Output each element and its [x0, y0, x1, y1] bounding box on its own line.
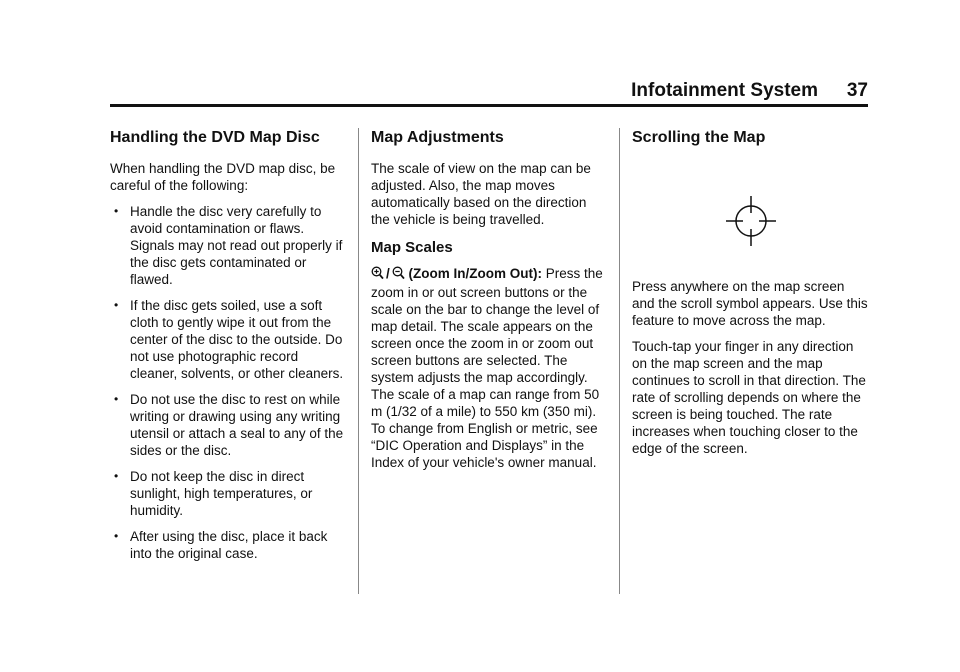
- zoom-description: Press the zoom in or out screen buttons or the scale on the bar to change the level of map detail. The scale appears on the screen once the zoom in or zoom out screen buttons are selected. The system adjusts the map accordingly. The scale of a map can range from 50 m (1/32 of a mile) to 550 km (350 mi). To change from English or metric, see “DIC Operation and Displays” in the Index of your vehicle's owner manual.: [371, 266, 603, 470]
- bullet-icon: •: [114, 298, 119, 312]
- list-item: • If the disc gets soiled, use a soft cloth to gently wipe it out from the center of the disc to the outside. Do not use photographic record cleaner, solvents, or other cleaners.: [114, 298, 344, 381]
- zoom-separator: /: [386, 266, 390, 281]
- bullet-icon: •: [114, 469, 119, 483]
- bullet-icon: •: [114, 204, 119, 218]
- section-title: Infotainment System: [631, 80, 818, 101]
- page-number: 37: [846, 80, 868, 101]
- heading-map-adjustments: Map Adjustments: [371, 129, 504, 146]
- bullet-icon: •: [114, 392, 119, 406]
- list-item: • Do not use the disc to rest on while writing or drawing using any writing utensil or attach a seal to any of the sides or the disc.: [114, 392, 344, 458]
- page-header: [110, 80, 868, 107]
- scroll-paragraph: Press anywhere on the map screen and the scroll symbol appears. Use this feature to move across the map.: [632, 279, 868, 328]
- intro-paragraph: The scale of view on the map can be adjusted. Also, the map moves automatically based on the direction the vehicle is being travelled.: [371, 161, 591, 227]
- intro-paragraph: When handling the DVD map disc, be careful of the following:: [110, 161, 336, 193]
- bullet-icon: •: [114, 529, 119, 543]
- zoom-paragraph: [371, 265, 607, 471]
- zoom-in-icon: [371, 266, 384, 284]
- subheading-map-scales: Map Scales: [371, 239, 453, 256]
- zoom-out-icon: [392, 266, 405, 284]
- column-divider: [619, 128, 620, 594]
- handling-bullet-list: [110, 203, 346, 562]
- zoom-label: (Zoom In/Zoom Out):: [408, 266, 542, 281]
- column-dvd-handling: [110, 128, 346, 571]
- list-item: • After using the disc, place it back into the original case.: [114, 529, 328, 561]
- column-scrolling: [632, 128, 868, 466]
- heading-handling-dvd: Handling the DVD Map Disc: [110, 129, 320, 146]
- list-item: • Handle the disc very carefully to avoid contamination or flaws. Signals may not read out properly if the disc gets contaminated or flawed.: [114, 204, 343, 287]
- column-map-adjustments: [371, 128, 607, 480]
- column-divider: [358, 128, 359, 594]
- list-item: • Do not keep the disc in direct sunlight, high temperatures, or humidity.: [114, 469, 313, 518]
- heading-scrolling-map: Scrolling the Map: [632, 129, 766, 146]
- crosshair-icon: [724, 194, 778, 248]
- scroll-paragraph: Touch-tap your finger in any direction on the map screen and the map continues to scroll in that direction. The rate of scrolling depends on where the screen is being touched. The rate increases when touching closer to the edge of the screen.: [632, 339, 866, 456]
